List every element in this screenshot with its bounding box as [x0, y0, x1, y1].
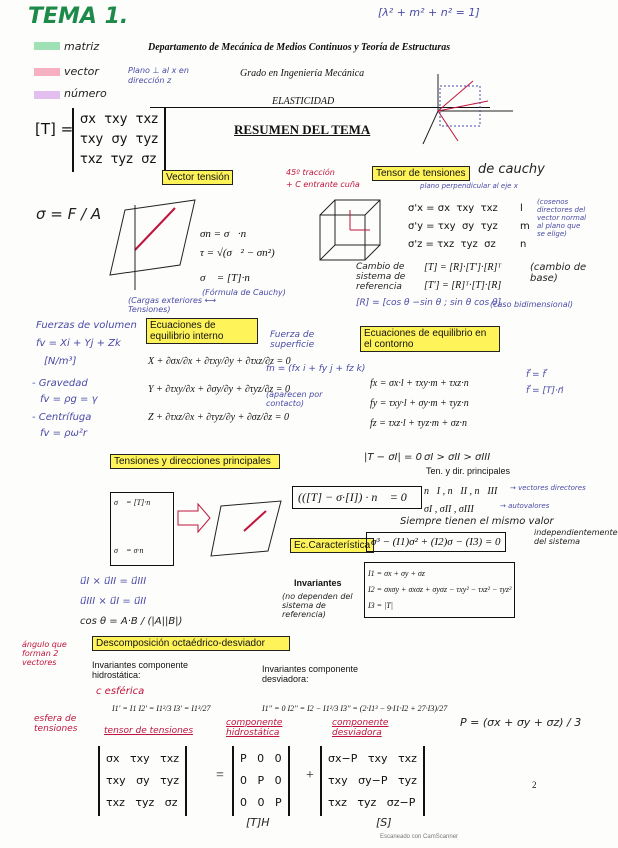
footer-scan: Escaneado con CamScanner	[380, 834, 459, 840]
cambio-note: Cambio de sistema de referencia	[356, 262, 406, 292]
fv-unit: [N/m³]	[44, 356, 77, 367]
inv-desv-label: Invariantes componente desviadora:	[262, 664, 359, 684]
fv-eq: fv = Xi + Yj + Zk	[36, 338, 121, 349]
desv-row: σx−P τxy τxz	[328, 752, 417, 765]
tension-figure	[100, 190, 200, 300]
stress-matrix	[72, 108, 166, 172]
invariante-3: I3 = |T|	[368, 601, 393, 610]
department: Departamento de Mecánica de Medios Continuos y Teoría de Estructuras	[148, 42, 451, 53]
cargas-note: (Cargas exteriores ⟷ Tensiones)	[128, 296, 217, 314]
contorno-eq-z: fz = τxz·l + τyz·m + σz·n	[370, 418, 468, 429]
legend-numero: número	[64, 87, 107, 100]
hidro-row: 0 P 0	[240, 774, 282, 787]
principal-vecs-note: → vectores directores	[510, 484, 586, 492]
stress-matrix-row: τxz τyz σz	[80, 152, 157, 167]
fuerza-superficie-eq: fn = (fx i + fy j + fz k)	[266, 364, 366, 374]
orth-eq1: u⃗I × u⃗II = u⃗III	[80, 576, 147, 587]
stress-matrix-label: [T] =	[35, 120, 74, 138]
cauchy-row: σ'z = τxz τyz σz	[408, 239, 496, 250]
cauchy-matrix	[408, 200, 498, 254]
cosine-vector	[520, 200, 530, 254]
tensor-row: τxz τyz σz	[106, 796, 178, 809]
axes-diagram	[418, 66, 528, 156]
contorno-eq-y: fy = τxy·l + σy·m + τyz·n	[370, 398, 469, 409]
hidro-matrix	[232, 746, 290, 816]
gravedad-eq: fv = ρg = γ	[40, 394, 98, 405]
traccion-note: 45º tracción	[286, 168, 335, 177]
legend-swatch-numero	[34, 91, 60, 99]
inv-hidro-label: Invariantes componente hidrostática:	[92, 660, 189, 680]
orth-eq2: u⃗III × u⃗I = u⃗II	[80, 596, 147, 607]
cosine-m: m	[520, 221, 530, 232]
gravedad: - Gravedad	[32, 378, 88, 389]
legend-matriz: matriz	[64, 40, 100, 53]
principal-figure	[176, 496, 286, 566]
ten-dir-label: Ten. y dir. principales	[426, 466, 511, 476]
tema-title: TEMA 1.	[28, 4, 129, 29]
plane-note: plano perpendicular al eje x	[420, 182, 518, 190]
vec-eq1: σn = σ⃗·n⃗	[200, 228, 255, 240]
contorno-side1: f⃗ = f⃗	[526, 370, 546, 380]
plus-sign: +	[306, 768, 314, 783]
cauchy-row: σ'x = σx τxy τxz	[408, 203, 498, 214]
stress-matrix-row: τxy σy τyz	[80, 132, 159, 147]
th-label: [T]H	[246, 816, 270, 829]
siempre-note: Siempre tienen el mismo valor	[400, 516, 554, 527]
legend-note: Plano ⊥ al x en dirección z	[128, 66, 189, 85]
cos-eq: cos θ = A·B / (|A||B|)	[80, 616, 183, 627]
equilibrium-eq-x: X + ∂σx/∂x + ∂τxy/∂y + ∂τxz/∂z = 0	[148, 356, 291, 367]
legend-vector: vector	[64, 65, 99, 78]
principal-main-eq: (([T] − σ·[I]) · n⃗ = 0⃗	[292, 486, 422, 509]
inv-hidro-eq: I1' = I1 I2' = I1²/3 I3' = I1³/27	[112, 704, 211, 713]
characteristic-eq: σ³ − (I1)σ² + (I2)σ − (I3) = 0	[366, 532, 506, 552]
contorno-eq-x: fx = σx·l + τxy·m + τxz·n	[370, 378, 469, 389]
order-eq: σI > σII > σIII	[424, 452, 491, 463]
esfera-tensiones: esfera de tensiones	[34, 714, 78, 734]
vector-tension-box: Vector tensión	[162, 170, 233, 185]
fig-eq1: σ⃗ = [T]·n⃗	[114, 498, 157, 507]
sigma-def: σ = F / A	[36, 205, 102, 223]
s-label: [S]	[376, 816, 392, 829]
summary-title: RESUMEN DEL TEMA	[234, 122, 371, 137]
cosine-l: l	[520, 203, 523, 214]
transform-eq2: [T'] = [R]ᵀ·[T]·[R]	[424, 280, 502, 291]
cauchy-hand: de cauchy	[478, 162, 545, 177]
tensor-tensiones-note: tensor de tensiones	[104, 726, 194, 736]
subject: ELASTICIDAD	[272, 96, 335, 107]
cosine-n: n	[520, 239, 527, 250]
tensor-row: τxy σy τyz	[106, 774, 180, 787]
centrifuga-eq: fv = ρω²r	[40, 428, 88, 439]
principal-vals: σI , σII , σIII	[424, 504, 474, 515]
page-number: 2	[532, 780, 537, 790]
tensor-row: σx τxy τxz	[106, 752, 180, 765]
cauchy-note: (Fórmula de Cauchy)	[202, 288, 286, 297]
equilibrio-interno-box: Ecuaciones de equilibrio interno	[146, 318, 258, 344]
invariantes-label: Invariantes	[294, 578, 342, 588]
ec-caracteristica-box: Ec.Característica	[290, 538, 374, 553]
vec-eq3: σ⃗ = [T]·n⃗	[200, 272, 259, 284]
fuerzas-volumen: Fuerzas de volumen	[36, 320, 137, 331]
tensiones-principales-box: Tensiones y direcciones principales	[110, 454, 280, 469]
inv-desv-eq: I1'' = 0 I2'' = I2 − I1²/3 I3'' = (2·I1³ − 9·I1·I2 + 27·I3)/27	[262, 704, 448, 713]
centrifuga: - Centrífuga	[32, 412, 92, 423]
tensor-matrix	[98, 746, 187, 816]
angle-note: ángulo que forman 2 vectores	[22, 640, 67, 667]
contorno-side2: f⃗ = [T]·n⃗	[526, 386, 564, 396]
top-formula: [λ² + m² + n² = 1]	[378, 6, 480, 19]
hidro-note: componente hidrostática	[226, 718, 283, 738]
degree: Grado en Ingeniería Mecánica	[240, 68, 365, 79]
contacto-note: (aparecen por contacto)	[266, 390, 323, 408]
indep-note: independientemente del sistema	[534, 528, 618, 546]
tensor-tensiones-box: Tensor de tensiones	[372, 166, 470, 181]
transform-eq1: [T] = [R]·[T']·[R]ᵀ	[424, 262, 502, 273]
fig-eq2: σ⃗ = σ·n⃗	[114, 546, 150, 555]
desv-row: τxy σy−P τyz	[328, 774, 417, 787]
cube-figure	[310, 190, 390, 270]
invariantes-box	[364, 562, 515, 618]
equilibrium-eq-y: Y + ∂τxy/∂x + ∂σy/∂y + ∂τyz/∂z = 0	[148, 384, 291, 395]
p-def: P = (σx + σy + σz) / 3	[460, 716, 582, 729]
legend-swatch-vector	[34, 68, 60, 76]
rotation-matrix: [R] = [cos θ −sin θ ; sin θ cos θ]	[356, 298, 502, 308]
esfera-note: c esférica	[96, 686, 145, 697]
legend-swatch-matriz	[34, 42, 60, 50]
det-eq: |T − σI| = 0	[364, 452, 422, 463]
principal-vecs: n⃗I , n⃗II , n⃗III	[424, 486, 498, 497]
cauchy-row: σ'y = τxy σy τyz	[408, 221, 498, 232]
rotation-note: (caso bidimensional)	[490, 300, 574, 309]
desv-matrix	[320, 746, 425, 816]
hidro-row: P 0 0	[240, 752, 282, 765]
invariantes-note: (no dependen del sistema de referencia)	[282, 592, 353, 619]
fuerza-superficie: Fuerza de superficie	[270, 330, 315, 350]
hidro-row: 0 0 P	[240, 796, 282, 809]
cosine-note: (cosenos directores del vector normal al plano que se elige)	[537, 198, 587, 238]
invariante-1: I1 = σx + σy + σz	[368, 569, 425, 578]
desv-note: componente desviadora	[332, 718, 389, 738]
vec-eq2: τ = √(σ⃗² − σn²)	[200, 247, 275, 259]
octaedrico-box: Descomposición octaédrico-desviador	[92, 636, 290, 651]
entrante-note: + C entrante cuña	[286, 180, 360, 189]
desv-row: τxz τyz σz−P	[328, 796, 416, 809]
principal-vals-note: → autovalores	[500, 502, 550, 510]
equilibrio-contorno-box: Ecuaciones de equilibrio en el contorno	[360, 326, 500, 352]
equilibrium-eq-z: Z + ∂τxz/∂x + ∂τyz/∂y + ∂σz/∂z = 0	[148, 412, 289, 423]
equals-sign: =	[216, 768, 224, 783]
cambio-base: (cambio de base)	[530, 262, 587, 284]
invariante-2: I2 = σxσy + σxσz + σyσz − τxy² − τxz² − τyz²	[368, 585, 512, 594]
stress-matrix-row: σx τxy τxz	[80, 112, 159, 127]
